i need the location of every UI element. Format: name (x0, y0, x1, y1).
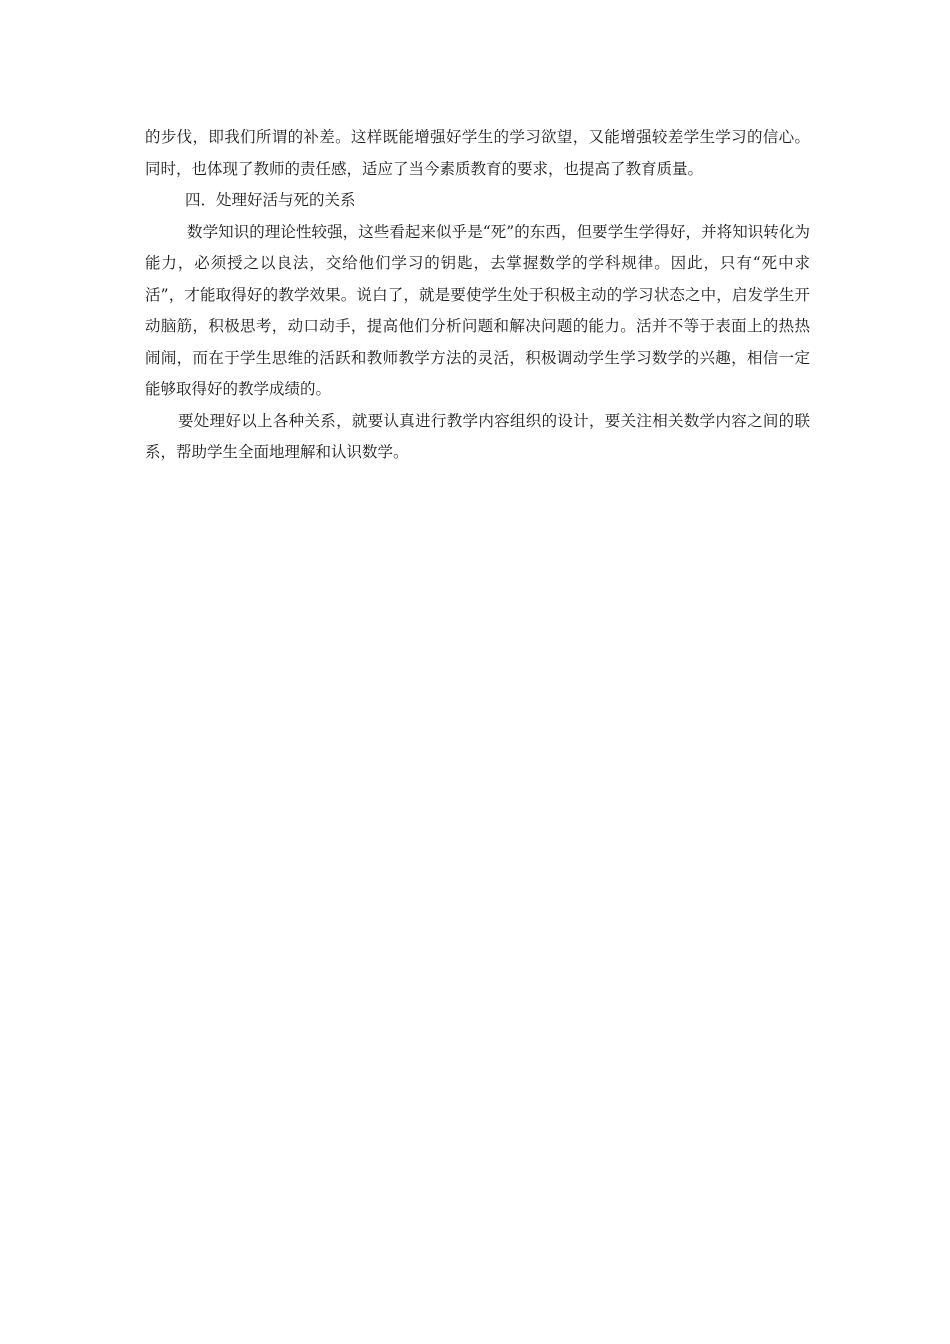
paragraph-live-and-dead: 数学知识的理论性较强，这些看起来似乎是“死”的东西，但要学生学得好，并将知识转化为能力，必须授之以良法，交给他们学习的钥匙，去掌握数学的学科规律。因此，只有“死中求活”，才能取得好的教学效果。说白了，就是要使学生处于积极主动的学习状态之中，启发学生开动脑筋，积极思考，动口动手，提高他们分析问题和解决问题的能力。活并不等于表面上的热热闹闹，而在于学生思维的活跃和教师教学方法的灵活，积极调动学生学习数学的兴趣，相信一定能够取得好的教学成绩的。 (145, 222, 810, 398)
paragraph-conclusion: 要处理好以上各种关系，就要认真进行教学内容组织的设计，要关注相关数学内容之间的联系，帮助学生全面地理解和认识数学。 (145, 411, 810, 461)
paragraph-continuation: 的步伐，即我们所谓的补差。这样既能增强好学生的学习欲望，又能增强较差学生学习的信心。同时，也体现了教师的责任感，适应了当今素质教育的要求，也提高了教育质量。 (145, 128, 810, 178)
section-heading: 四．处理好活与死的关系 (185, 191, 356, 209)
document-body (145, 122, 810, 469)
